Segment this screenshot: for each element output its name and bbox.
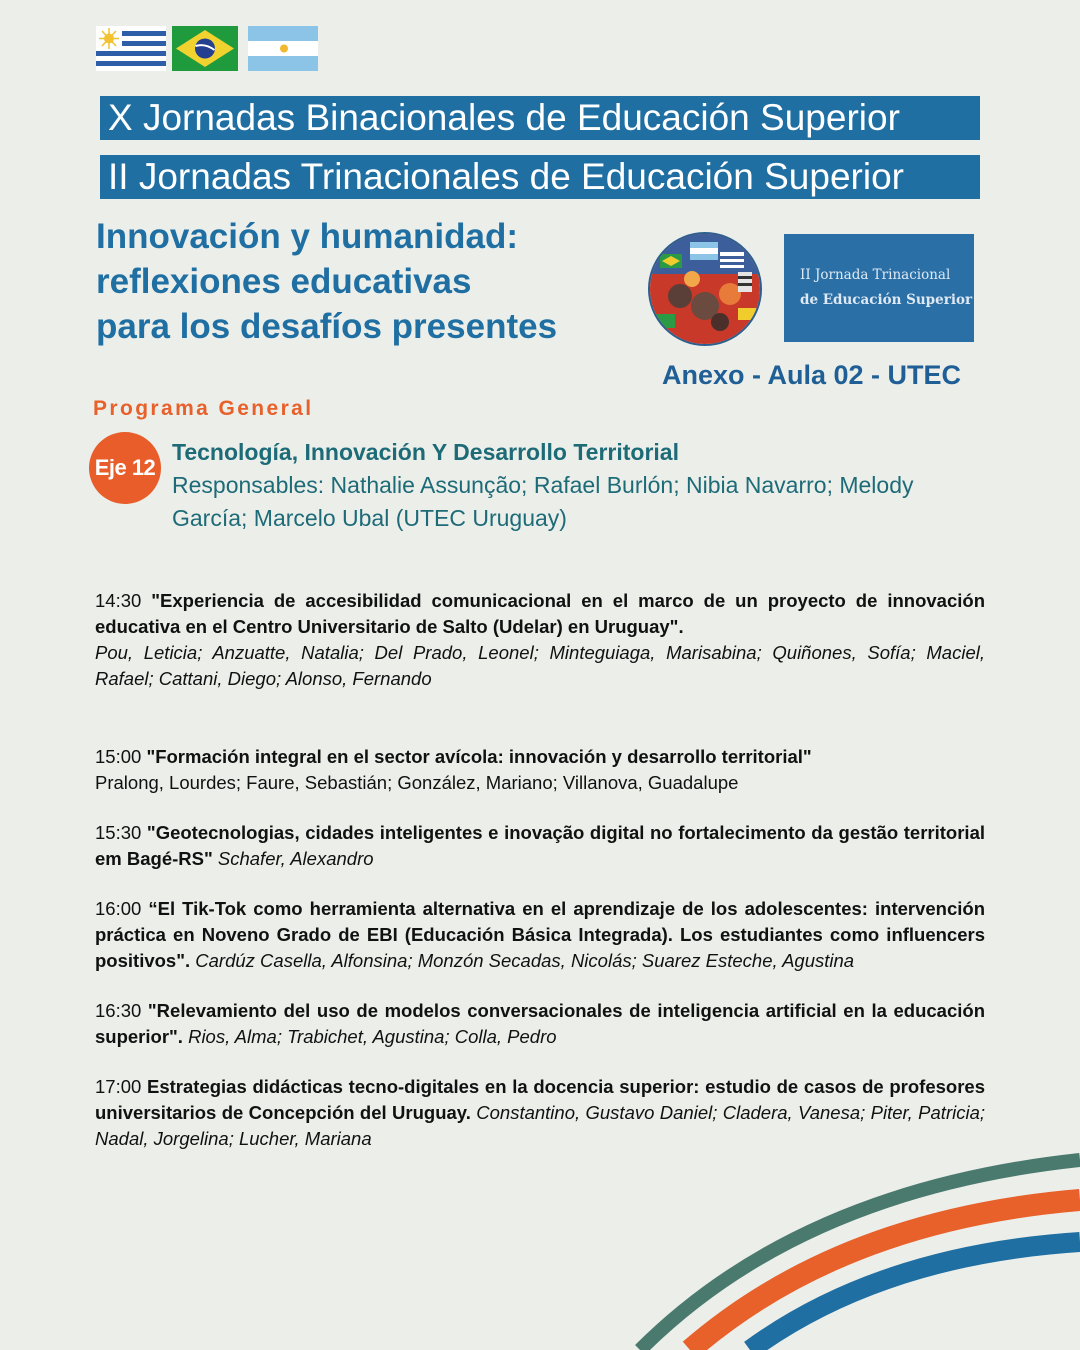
- session-authors: Constantino, Gustavo Daniel; Cladera, Vanesa; Piter, Patricia; Nadal, Jorgelina; Lucher, Mariana: [95, 1102, 986, 1149]
- axis-title: Tecnología, Innovación Y Desarrollo Territorial: [172, 439, 679, 465]
- session-title: “El Tik-Tok como herramienta alternativa en el aprendizaje de los adolescentes: intervención práctica en Noveno Grado de EBI (Educación Básica Integrada). Los estudiantes como influencers positivos".: [95, 898, 986, 971]
- headline-line-3: para los desafíos presentes: [96, 307, 558, 346]
- session-title: "Relevamiento del uso de modelos conversacionales de inteligencia artificial en la educación superior".: [95, 1000, 985, 1047]
- session-authors: Rios, Alma; Trabichet, Agustina; Colla, Pedro: [188, 1026, 557, 1047]
- session-time: 17:00: [95, 1076, 142, 1097]
- logo-rect-line-1: II Jornada Trinacional: [800, 267, 951, 283]
- programa-heading: Programa General: [93, 397, 314, 420]
- session-authors: Pralong, Lourdes; Faure, Sebastián; González, Mariano; Villanova, Guadalupe: [95, 772, 739, 793]
- session-authors: Pou, Leticia; Anzuatte, Natalia; Del Prado, Leonel; Minteguiaga, Marisabina; Quiñones, Sofía; Maciel, Rafael; Cattani, Diego; Alonso, Fernando: [95, 642, 985, 689]
- eje-badge: Eje 12: [89, 432, 161, 504]
- session-time: 15:00: [95, 746, 142, 767]
- session-title: "Geotecnologias, cidades inteligentes e inovação digital no fortalecimento da gestão territorial em Bagé-RS": [95, 822, 985, 869]
- session-title: Estrategias didácticas tecno-digitales en la docencia superior: estudio de casos de profesores universitarios de Concepción del Uruguay.: [95, 1076, 986, 1123]
- session-time: 15:30: [95, 822, 142, 843]
- session-time: 14:30: [95, 590, 142, 611]
- session-authors: Cardúz Casella, Alfonsina; Monzón Secadas, Nicolás; Suarez Esteche, Agustina: [195, 950, 855, 971]
- headline-line-2: reflexiones educativas: [96, 262, 472, 301]
- session-time: 16:00: [95, 898, 142, 919]
- banner-trinacionales: II Jornadas Trinacionales de Educación Superior: [100, 155, 980, 199]
- logo-rect-line-2: de Educación Superior: [800, 292, 973, 308]
- session-title: "Experiencia de accesibilidad comunicacional en el marco de un proyecto de innovación educativa en el Centro Universitario de Salto (Udelar) en Uruguay".: [95, 590, 985, 637]
- banner-binacionales: X Jornadas Binacionales de Educación Superior: [100, 96, 980, 140]
- session-authors: Schafer, Alexandro: [217, 848, 374, 869]
- axis-responsables: Responsables: Nathalie Assunção; Rafael Burlón; Nibia Navarro; Melody García; Marcelo Ubal (UTEC Uruguay): [172, 472, 914, 531]
- session-time: 16:30: [95, 1000, 142, 1021]
- session-title: "Formación integral en el sector avícola: innovación y desarrollo territorial": [146, 746, 812, 767]
- headline-line-1: Innovación y humanidad:: [96, 217, 518, 256]
- venue-label: Anexo - Aula 02 - UTEC: [662, 360, 962, 390]
